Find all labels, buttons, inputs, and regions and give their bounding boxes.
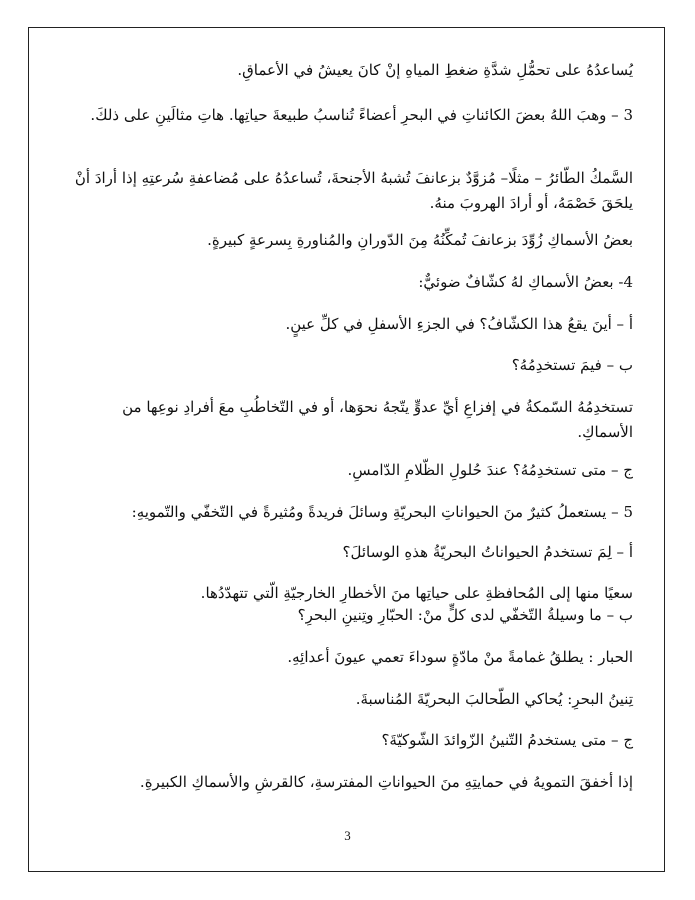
paragraph-pressure-answer: يُساعدُهُ على تحمُّلِ شدَّةِ ضغطِ المياهِ إنْ كانَ يعيشُ في الأعماقِ. (237, 61, 633, 79)
answer-5c: إذا أخفقَ التمويهُ في حمايتِهِ منَ الحيواناتِ المفترسةِ، كالقرشِ والأسماكِ الكبيرةِ. (139, 773, 633, 791)
answer-squid: الحبار : يطلقُ غمامةً منْ مادّةٍ سوداءَ تعمي عيونَ أعدائِهِ. (287, 648, 633, 666)
answer-fins-maneuver: بعضُ الأسماكِ زُوِّدَ بزعانفَ تُمكِّنُهُ مِنَ الدّورانِ والمُناورةِ بِسرعةٍ كبيرةٍ. (207, 231, 633, 249)
question-3: 3 – وهبَ اللهُ بعضَ الكائناتِ في البحرِ أعضاءً تُناسبُ طبيعةَ حياتِها. هاتِ مثالَينِ على ذلكَ. (90, 106, 633, 124)
question-4a-with-answer: أ – أينَ يقعُ هذا الكشّافُ؟ في الجزءِ الأسفلِ في كلِّ عينٍ. (285, 315, 633, 333)
answer-sea-dragon: تِنينُ البحرِ: يُحاكي الطّحالبَ البحريّةَ المُناسبةَ. (355, 690, 633, 708)
question-4: 4- بعضُ الأسماكِ لهُ كشّافٌ ضوئيٌّ: (418, 273, 633, 291)
answer-flying-fish: السَّمكُ الطّائرُ – مثلًا– مُزوَّدٌ بزعانفَ تُشبهُ الأجنحةَ، تُساعدُهُ على مُضاعفةِ سُرعتِهِ إذا أرادَ أنْ يلحَقَ خَصْمَهُ، أو أرادَ الهروبَ منهُ. (74, 169, 633, 212)
question-5: 5 – يستعملُ كثيرٌ منَ الحيواناتِ البحريّةِ وسائلَ فريدةً ومُثيرةً في التّخفّي والتّمويهِ: (131, 503, 633, 521)
answer-4b: تستخدِمُهُ السّمكةُ في إفزاعِ أيِّ عدوٍّ يتّجهُ نحوَها، أو في التّخاطُبِ معَ أفرادِ نوعِها من الأسماكِ. (122, 398, 633, 441)
answer-5a: سعيًا منها إلى المُحافظةِ على حياتِها منَ الأخطارِ الخارجيّةِ الّتي تتهدّدُها. (200, 584, 633, 602)
question-4b: ب – فيمَ تستخدِمُهُ؟ (511, 356, 633, 374)
question-4c-with-answer: ج – متى تستخدِمُهُ؟ عندَ حُلولِ الظّلامِ الدّامسِ. (347, 461, 633, 479)
question-5b: ب – ما وسيلةُ التّخفّي لدى كلٍّ منْ: الحبّارِ وتِنينِ البحرِ؟ (297, 606, 633, 624)
page-number: 3 (344, 828, 351, 843)
question-5a: أ – لِمَ تستخدمُ الحيواناتُ البحريّةُ هذهِ الوسائلَ؟ (342, 543, 633, 561)
question-5c: ج – متى يستخدمُ التّنينُ الزّوائدَ الشّوكيّةَ؟ (381, 731, 633, 749)
